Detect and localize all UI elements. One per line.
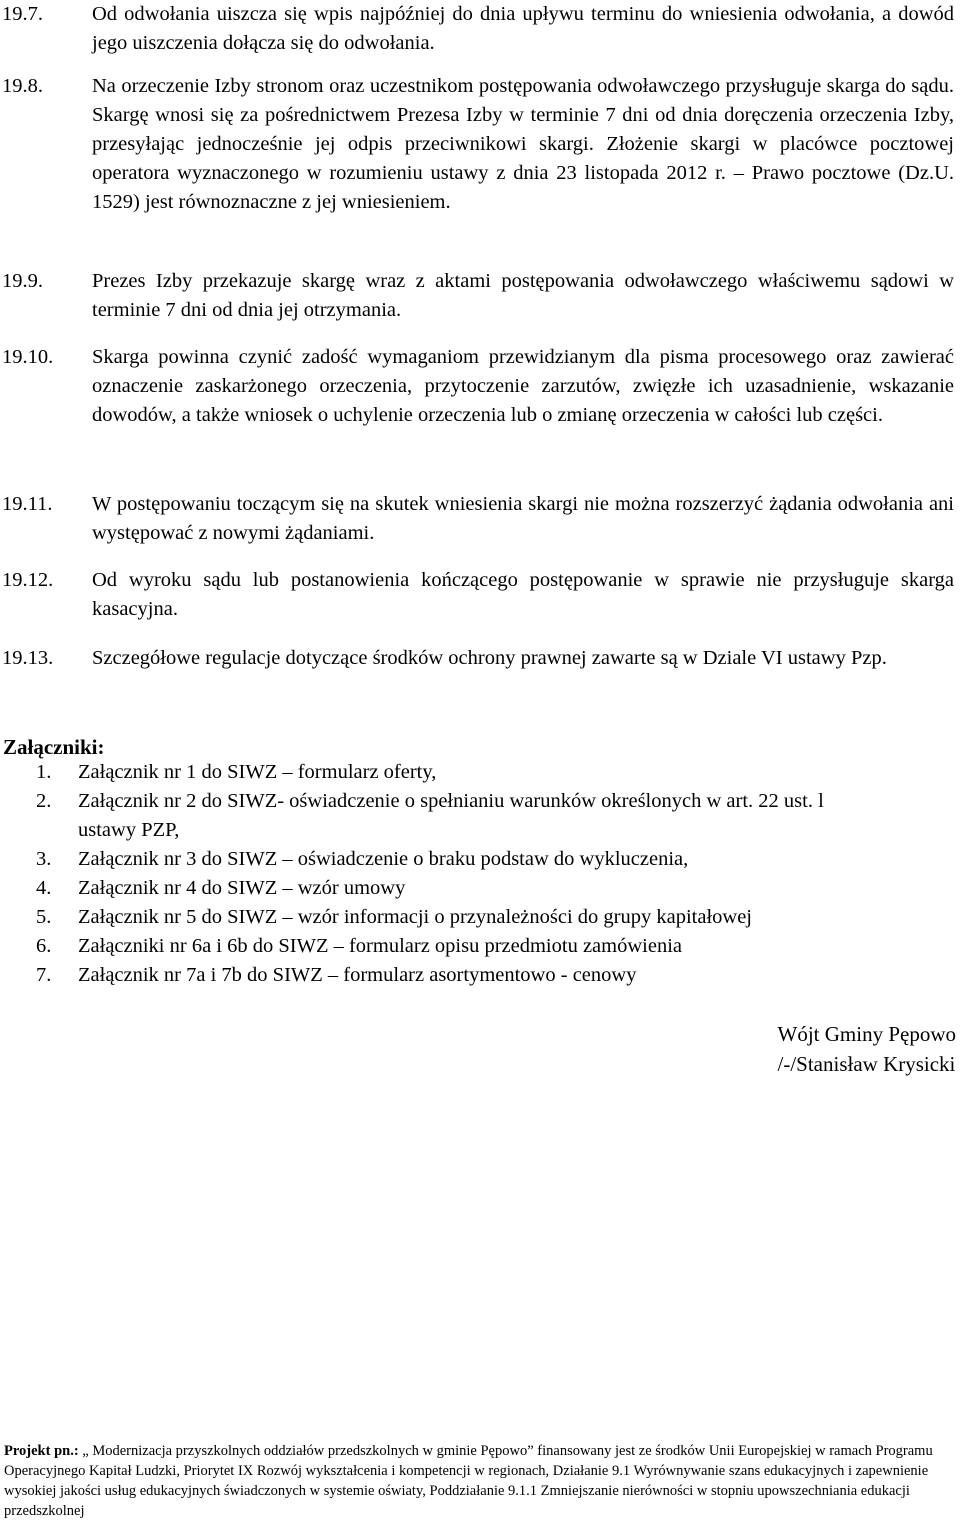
paragraph-text: Na orzeczenie Izby stronom oraz uczestnikom postępowania odwoławczego przysługuje skarga do sądu. Skargę wnosi się za pośrednictwem Prezesa Izby w terminie 7 dni od dnia doręczenia orzeczenia Izby, przesyłając jednocześnie jej odpis przeciwnikowi skargi. Złożenie skargi w placówce pocztowej operatora wyznaczonego w rozumieniu ustawy z dnia 23 listopada 2012 r. – Prawo pocztowe (Dz.U. 1529) jest równoznaczne z jej wniesieniem. <box>92 75 954 213</box>
list-item <box>0 932 958 961</box>
paragraph-19-13 <box>0 644 958 673</box>
paragraph-19-8 <box>0 72 958 217</box>
attachments-heading: Załączniki: <box>3 735 105 759</box>
paragraph-19-11 <box>0 490 958 548</box>
paragraph-number: 19.9. <box>2 270 43 292</box>
paragraph-19-10 <box>0 343 958 430</box>
attachments-list <box>0 758 958 990</box>
paragraph-19-9 <box>0 267 958 325</box>
list-item-number: 3. <box>36 848 52 870</box>
list-item-number: 4. <box>36 877 52 899</box>
paragraph-text: Od wyroku sądu lub postanowienia kończącego postępowanie w sprawie nie przysługuje skarga kasacyjna. <box>92 569 954 620</box>
list-item-number: 5. <box>36 906 52 928</box>
paragraph-text: Szczegółowe regulacje dotyczące środków ochrony prawnej zawarte są w Dziale VI ustawy Pzp. <box>92 647 887 669</box>
list-item-number: 7. <box>36 964 52 986</box>
list-item-number: 2. <box>36 790 52 812</box>
paragraph-text: Od odwołania uiszcza się wpis najpóźniej do dnia upływu terminu do wniesienia odwołania, a dowód jego uiszczenia dołącza się do odwołania. <box>92 3 954 54</box>
list-item <box>0 874 958 903</box>
signature-block <box>778 1019 957 1079</box>
list-item <box>0 961 958 990</box>
paragraph-text: W postępowaniu toczącym się na skutek wniesienia skargi nie można rozszerzyć żądania odwołania ani występować z nowymi żądaniami. <box>92 493 954 544</box>
footer-text: „ Modernizacja przyszkolnych oddziałów przedszkolnych w gminie Pępowo” finansowany jest ze środków Unii Europejskiej w ramach Programu Operacyjnego Kapitał Ludzki, Priorytet IX Rozwój wykształcenia i kompetencji w regionach, Działanie 9.1 Wyrównywanie szans edukacyjnych i zapewnienie wysokiej jakości usług edukacyjnych świadczonych w systemie oświaty, Poddziałanie 9.1.1 Zmniejszanie nierówności w stopniu upowszechniania edukacji przedszkolnej <box>4 1443 933 1519</box>
paragraph-19-7 <box>0 0 958 58</box>
list-item-number: 6. <box>36 935 52 957</box>
paragraph-text: Prezes Izby przekazuje skargę wraz z aktami postępowania odwoławczego właściwemu sądowi w terminie 7 dni od dnia jej otrzymania. <box>92 270 954 321</box>
project-footer <box>4 1441 956 1521</box>
paragraph-number: 19.13. <box>2 647 54 669</box>
signature-title: Wójt Gminy Pępowo <box>777 1022 956 1046</box>
list-item <box>0 845 958 874</box>
paragraph-number: 19.7. <box>2 3 43 25</box>
list-item <box>0 787 958 845</box>
list-item-text: Załącznik nr 7a i 7b do SIWZ – formularz asortymentowo - cenowy <box>78 964 637 986</box>
footer-label: Projekt pn.: <box>4 1443 79 1459</box>
list-item-text: Załącznik nr 2 do SIWZ- oświadczenie o spełnianiu warunków określonych w art. 22 ust. l ustawy PZP, <box>78 790 824 841</box>
paragraph-number: 19.11. <box>2 493 53 515</box>
paragraph-19-12 <box>0 566 958 624</box>
paragraph-text: Skarga powinna czynić zadość wymaganiom przewidzianym dla pisma procesowego oraz zawierać oznaczenie zaskarżonego orzeczenia, przytoczenie zarzutów, zwięzłe ich uzasadnienie, wskazanie dowodów, a także wniosek o uchylenie orzeczenia lub o zmianę orzeczenia w całości lub części. <box>92 346 954 426</box>
list-item <box>0 903 958 932</box>
signature-name: /-/Stanisław Krysicki <box>777 1052 956 1076</box>
list-item <box>0 758 958 787</box>
list-item-number: 1. <box>36 761 52 783</box>
list-item-text: Załącznik nr 4 do SIWZ – wzór umowy <box>78 877 406 899</box>
paragraph-number: 19.12. <box>2 569 54 591</box>
paragraph-number: 19.10. <box>2 346 54 368</box>
list-item-text: Załączniki nr 6a i 6b do SIWZ – formularz opisu przedmiotu zamówienia <box>78 935 682 957</box>
paragraph-number: 19.8. <box>2 75 43 97</box>
list-item-text: Załącznik nr 1 do SIWZ – formularz oferty, <box>78 761 437 783</box>
list-item-text: Załącznik nr 5 do SIWZ – wzór informacji o przynależności do grupy kapitałowej <box>78 906 752 928</box>
list-item-text: Załącznik nr 3 do SIWZ – oświadczenie o braku podstaw do wykluczenia, <box>78 848 689 870</box>
